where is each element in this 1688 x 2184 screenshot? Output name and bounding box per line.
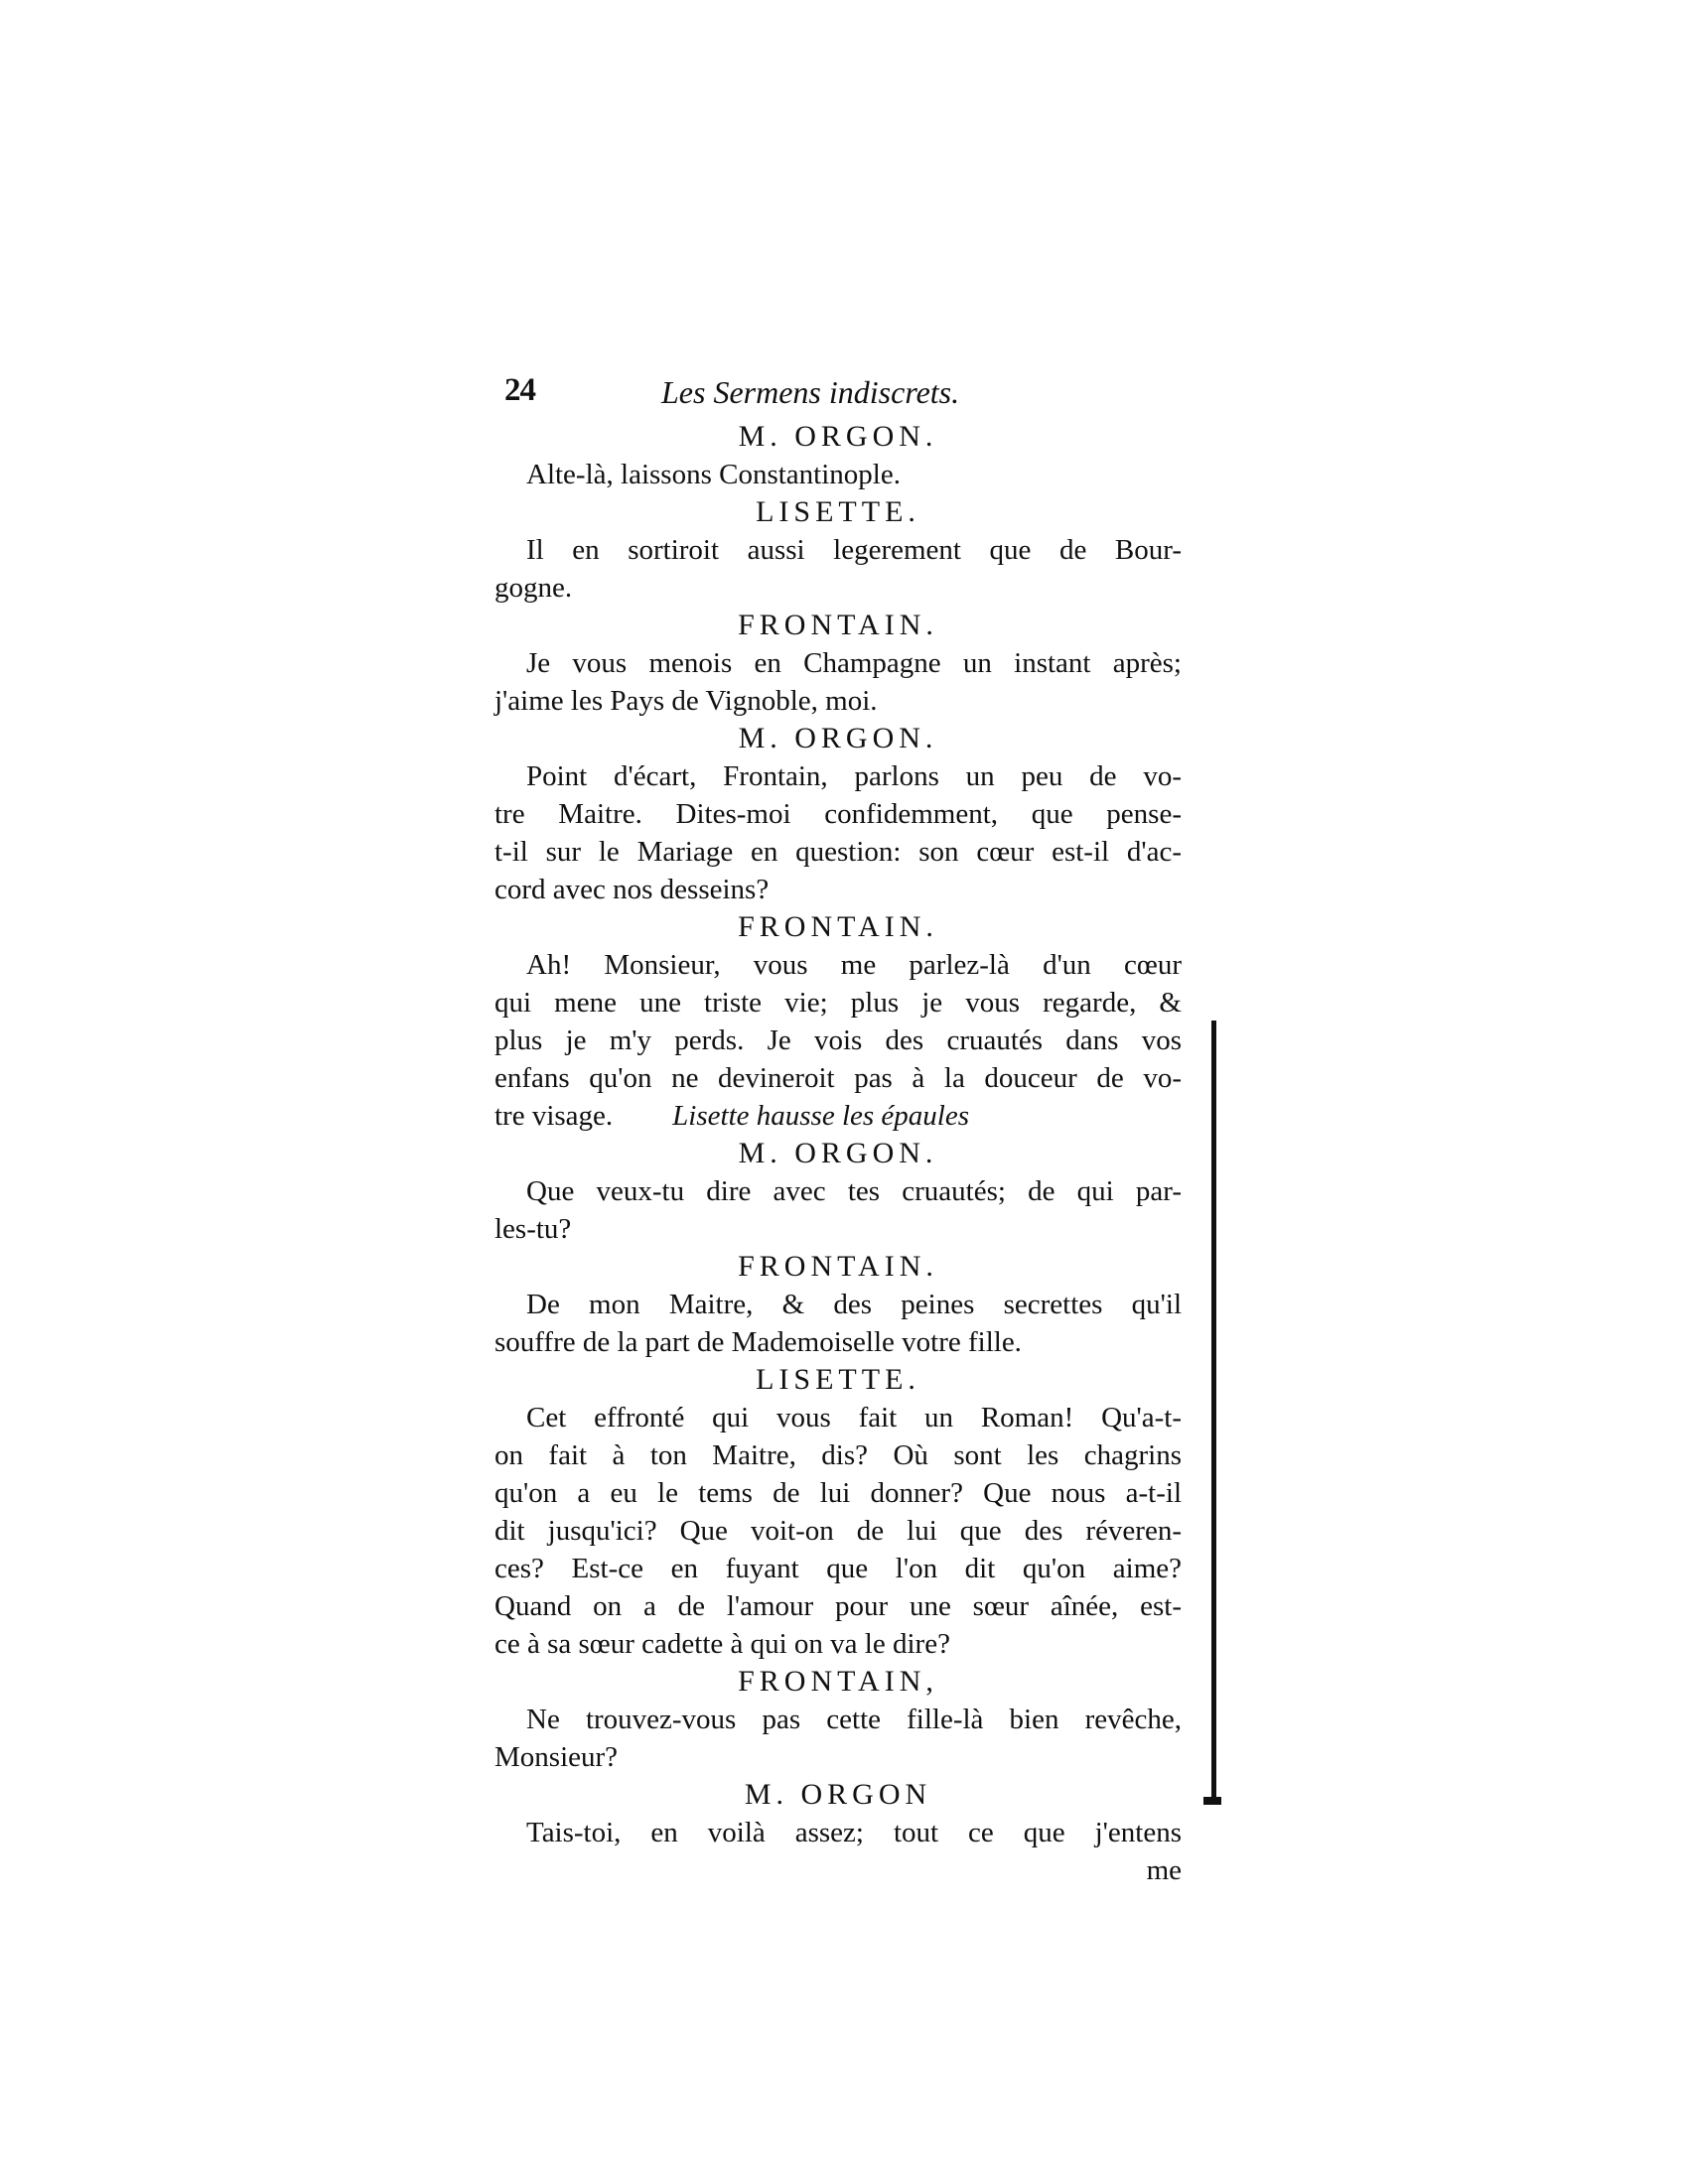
dialogue-line: ces? Est-ce en fuyant que l'on dit qu'on aime? [494, 1553, 1182, 1584]
page-edge-foot [1203, 1797, 1221, 1805]
dialogue-line: Je vous menois en Champagne un instant après; [526, 647, 1182, 679]
dialogue-line: enfans qu'on ne devineroit pas à la douceur de vo- [494, 1062, 1182, 1094]
speaker-name: M. ORGON. [738, 1137, 938, 1169]
dialogue-line: Ne trouvez-vous pas cette fille-là bien revêche, [526, 1704, 1182, 1735]
stage-direction: Lisette hausse les épaules [672, 1100, 969, 1132]
dialogue-line: Il en sortiroit aussi legerement que de Bour- [526, 534, 1182, 566]
dialogue-line: Point d'écart, Frontain, parlons un peu de vo- [526, 760, 1182, 792]
dialogue-line: t-il sur le Mariage en question: son cœur est-il d'ac- [494, 836, 1182, 868]
speaker-name: M. ORGON. [738, 420, 938, 453]
dialogue-line: les-tu? [494, 1213, 572, 1245]
dialogue-line: Que veux-tu dire avec tes cruautés; de qui par- [526, 1175, 1182, 1207]
speaker-name: LISETTE. [756, 495, 920, 528]
dialogue-line: De mon Maitre, & des peines secrettes qu'il [526, 1289, 1182, 1320]
speaker-name: FRONTAIN, [738, 1665, 938, 1698]
dialogue-line: Cet effronté qui vous fait un Roman! Qu'a-t- [526, 1402, 1182, 1433]
speaker-name: FRONTAIN. [738, 910, 938, 943]
dialogue-line: gogne. [494, 572, 573, 604]
dialogue-fragment: tre visage. [494, 1100, 614, 1132]
dialogue-line [494, 1097, 1182, 1135]
dialogue-line: tre Maitre. Dites-moi confidemment, que pense- [494, 798, 1182, 830]
speaker-name: M. ORGON. [738, 722, 938, 754]
book-page [494, 372, 1182, 1889]
dialogue-line: Alte-là, laissons Constantinople. [526, 459, 901, 490]
dialogue-line: plus je m'y perds. Je vois des cruautés dans vos [494, 1024, 1182, 1056]
dialogue-line: ce à sa sœur cadette à qui on va le dire? [494, 1628, 950, 1660]
page-edge-shadow [1211, 1021, 1216, 1805]
page-number: 24 [504, 372, 535, 408]
speaker-name: LISETTE. [756, 1363, 920, 1396]
dialogue-line: Monsieur? [494, 1741, 619, 1773]
dialogue-line: j'aime les Pays de Vignoble, moi. [494, 685, 878, 717]
dialogue-line: qui mene une triste vie; plus je vous regarde, & [494, 987, 1182, 1019]
speaker-name: FRONTAIN. [738, 1250, 938, 1283]
dialogue-line: cord avec nos desseins? [494, 874, 770, 905]
dialogue-line: Tais-toi, en voilà assez; tout ce que j'entens [526, 1817, 1182, 1848]
dialogue-line: Ah! Monsieur, vous me parlez-là d'un cœur [526, 949, 1182, 981]
dialogue-line: Quand on a de l'amour pour une sœur aînée, est- [494, 1590, 1182, 1622]
dialogue-line: dit jusqu'ici? Que voit-on de lui que des réveren- [494, 1515, 1182, 1547]
catchword: me [1146, 1854, 1182, 1886]
speaker-name: M. ORGON [744, 1778, 932, 1811]
dialogue-line: souffre de la part de Mademoiselle votre fille. [494, 1326, 1022, 1358]
dialogue-line: qu'on a eu le tems de lui donner? Que nous a-t-il [494, 1477, 1182, 1509]
dialogue-line: on fait à ton Maitre, dis? Où sont les chagrins [494, 1439, 1182, 1471]
speaker-name: FRONTAIN. [738, 609, 938, 641]
page-header [494, 372, 1182, 418]
running-title: Les Sermens indiscrets. [661, 374, 960, 410]
